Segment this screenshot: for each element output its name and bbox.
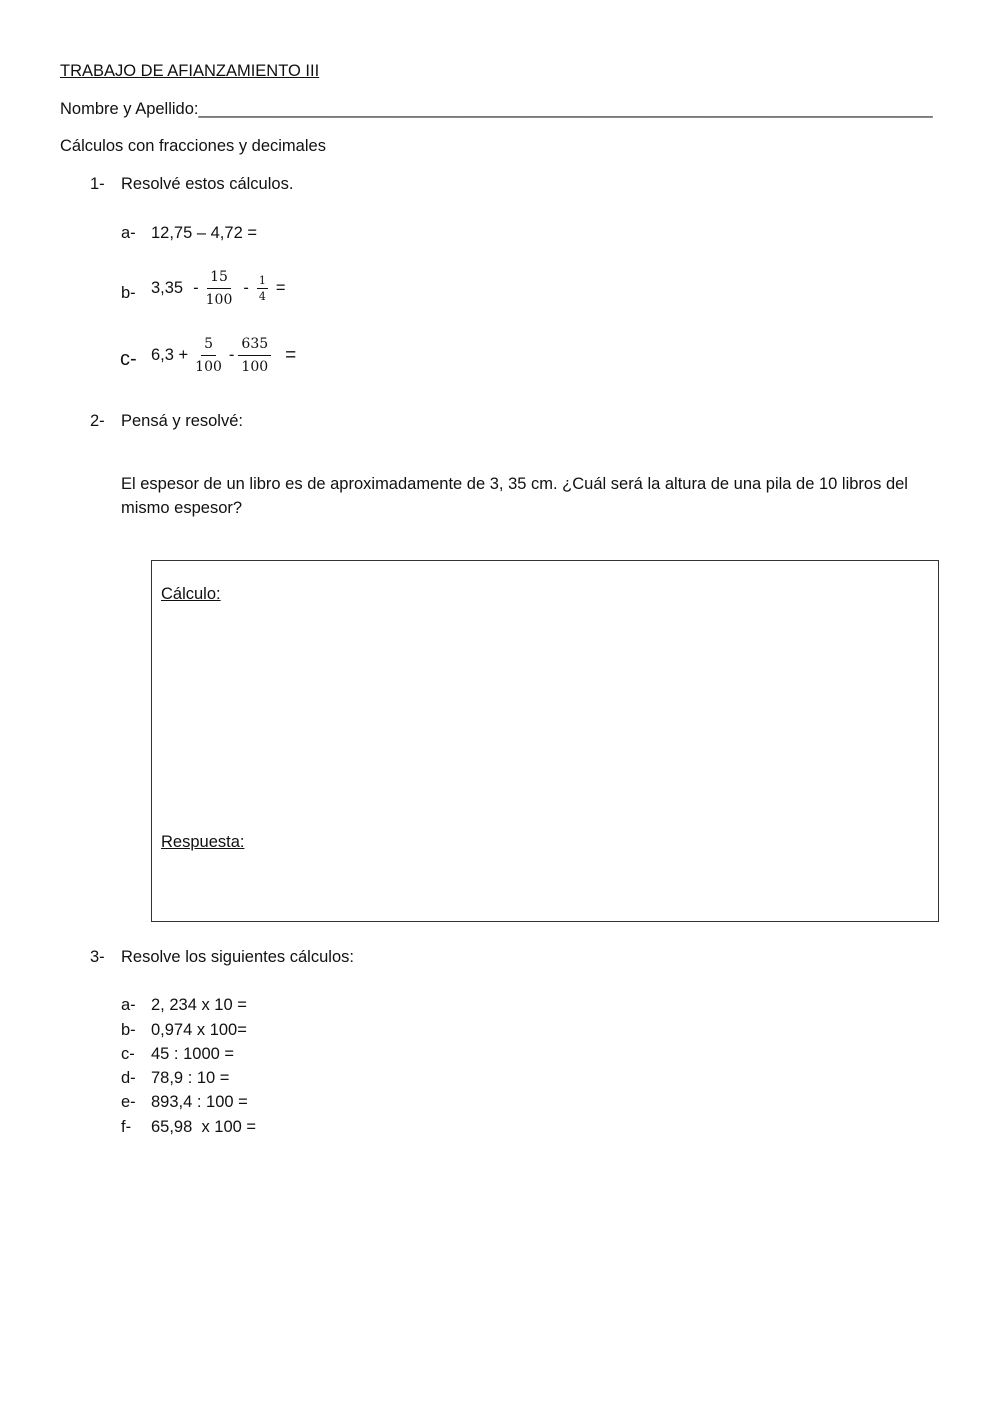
q1b-label: b- [121, 284, 136, 302]
name-line: ________________________________________________________________________________ [198, 100, 933, 118]
q3-item-expression: 45 : 1000 = [151, 1045, 235, 1063]
q1b-fraction-2 [257, 275, 268, 302]
q3-item-label: f- [121, 1118, 132, 1136]
q3-item-label: e- [121, 1093, 136, 1111]
q3-item-expression: 78,9 : 10 = [151, 1069, 230, 1087]
q1b-equals: = [275, 279, 286, 297]
name-label: Nombre y Apellido: [60, 100, 199, 118]
q3-item-expression: 2, 234 x 10 = [151, 996, 247, 1014]
q3-item-label: b- [121, 1021, 136, 1039]
q3-prompt: Resolve los siguientes cálculos: [121, 948, 354, 966]
q3-item-expression: 893,4 : 100 = [151, 1093, 248, 1111]
q1b-fraction-1-numerator: 15 [207, 270, 231, 289]
q1c-fraction-1-numerator: 5 [201, 337, 216, 356]
q3-item-expression: 0,974 x 100= [151, 1021, 247, 1039]
q3-item-expression: 65,98 x 100 = [151, 1118, 257, 1136]
q1a-expression: 12,75 – 4,72 = [151, 224, 257, 242]
q1c-expression [151, 337, 300, 374]
name-field[interactable] [60, 100, 933, 119]
q1a-label: a- [121, 224, 136, 242]
q1c-fraction-1-denominator: 100 [195, 359, 222, 375]
answer-box[interactable] [151, 560, 939, 922]
q1c-operator: - [228, 346, 235, 364]
q1b-operator-2: - [243, 279, 249, 297]
q3-item-label: a- [121, 996, 136, 1014]
q1-prompt: Resolvé estos cálculos. [121, 175, 294, 193]
q2-number: 2- [90, 412, 105, 430]
q1c-fraction-2 [238, 337, 271, 374]
q1-number: 1- [90, 175, 105, 193]
q1b-fraction-2-denominator: 4 [258, 290, 266, 303]
q1b-operator-1: - [193, 279, 199, 297]
q2-prompt: Pensá y resolvé: [121, 412, 243, 430]
q1b-lead: 3,35 [151, 279, 184, 297]
q1c-fraction-2-numerator: 635 [238, 337, 271, 356]
q1b-fraction-1-denominator: 100 [205, 292, 233, 308]
q1c-fraction-1 [192, 337, 225, 374]
q3-item-label: d- [121, 1069, 136, 1087]
q1c-label: c- [120, 348, 137, 370]
q1b-fraction-1 [203, 270, 236, 307]
subtitle: Cálculos con fracciones y decimales [60, 137, 326, 155]
q3-number: 3- [90, 948, 105, 966]
q2-problem-line-1: El espesor de un libro es de aproximadamente de 3, 35 cm. ¿Cuál será la altura de una pila de 10 libros del [121, 475, 908, 493]
q1c-equals: = [285, 344, 297, 366]
q1b-expression [151, 270, 290, 307]
answer-label: Respuesta: [161, 833, 245, 851]
q2-problem-line-2: mismo espesor? [121, 499, 243, 517]
q1b-fraction-2-numerator: 1 [258, 274, 266, 287]
calculation-label: Cálculo: [161, 585, 221, 603]
q1c-lead: 6,3 + [151, 346, 189, 364]
q1c-fraction-2-denominator: 100 [241, 359, 269, 375]
page-title: TRABAJO DE AFIANZAMIENTO III [60, 62, 320, 80]
q3-item-label: c- [121, 1045, 135, 1063]
